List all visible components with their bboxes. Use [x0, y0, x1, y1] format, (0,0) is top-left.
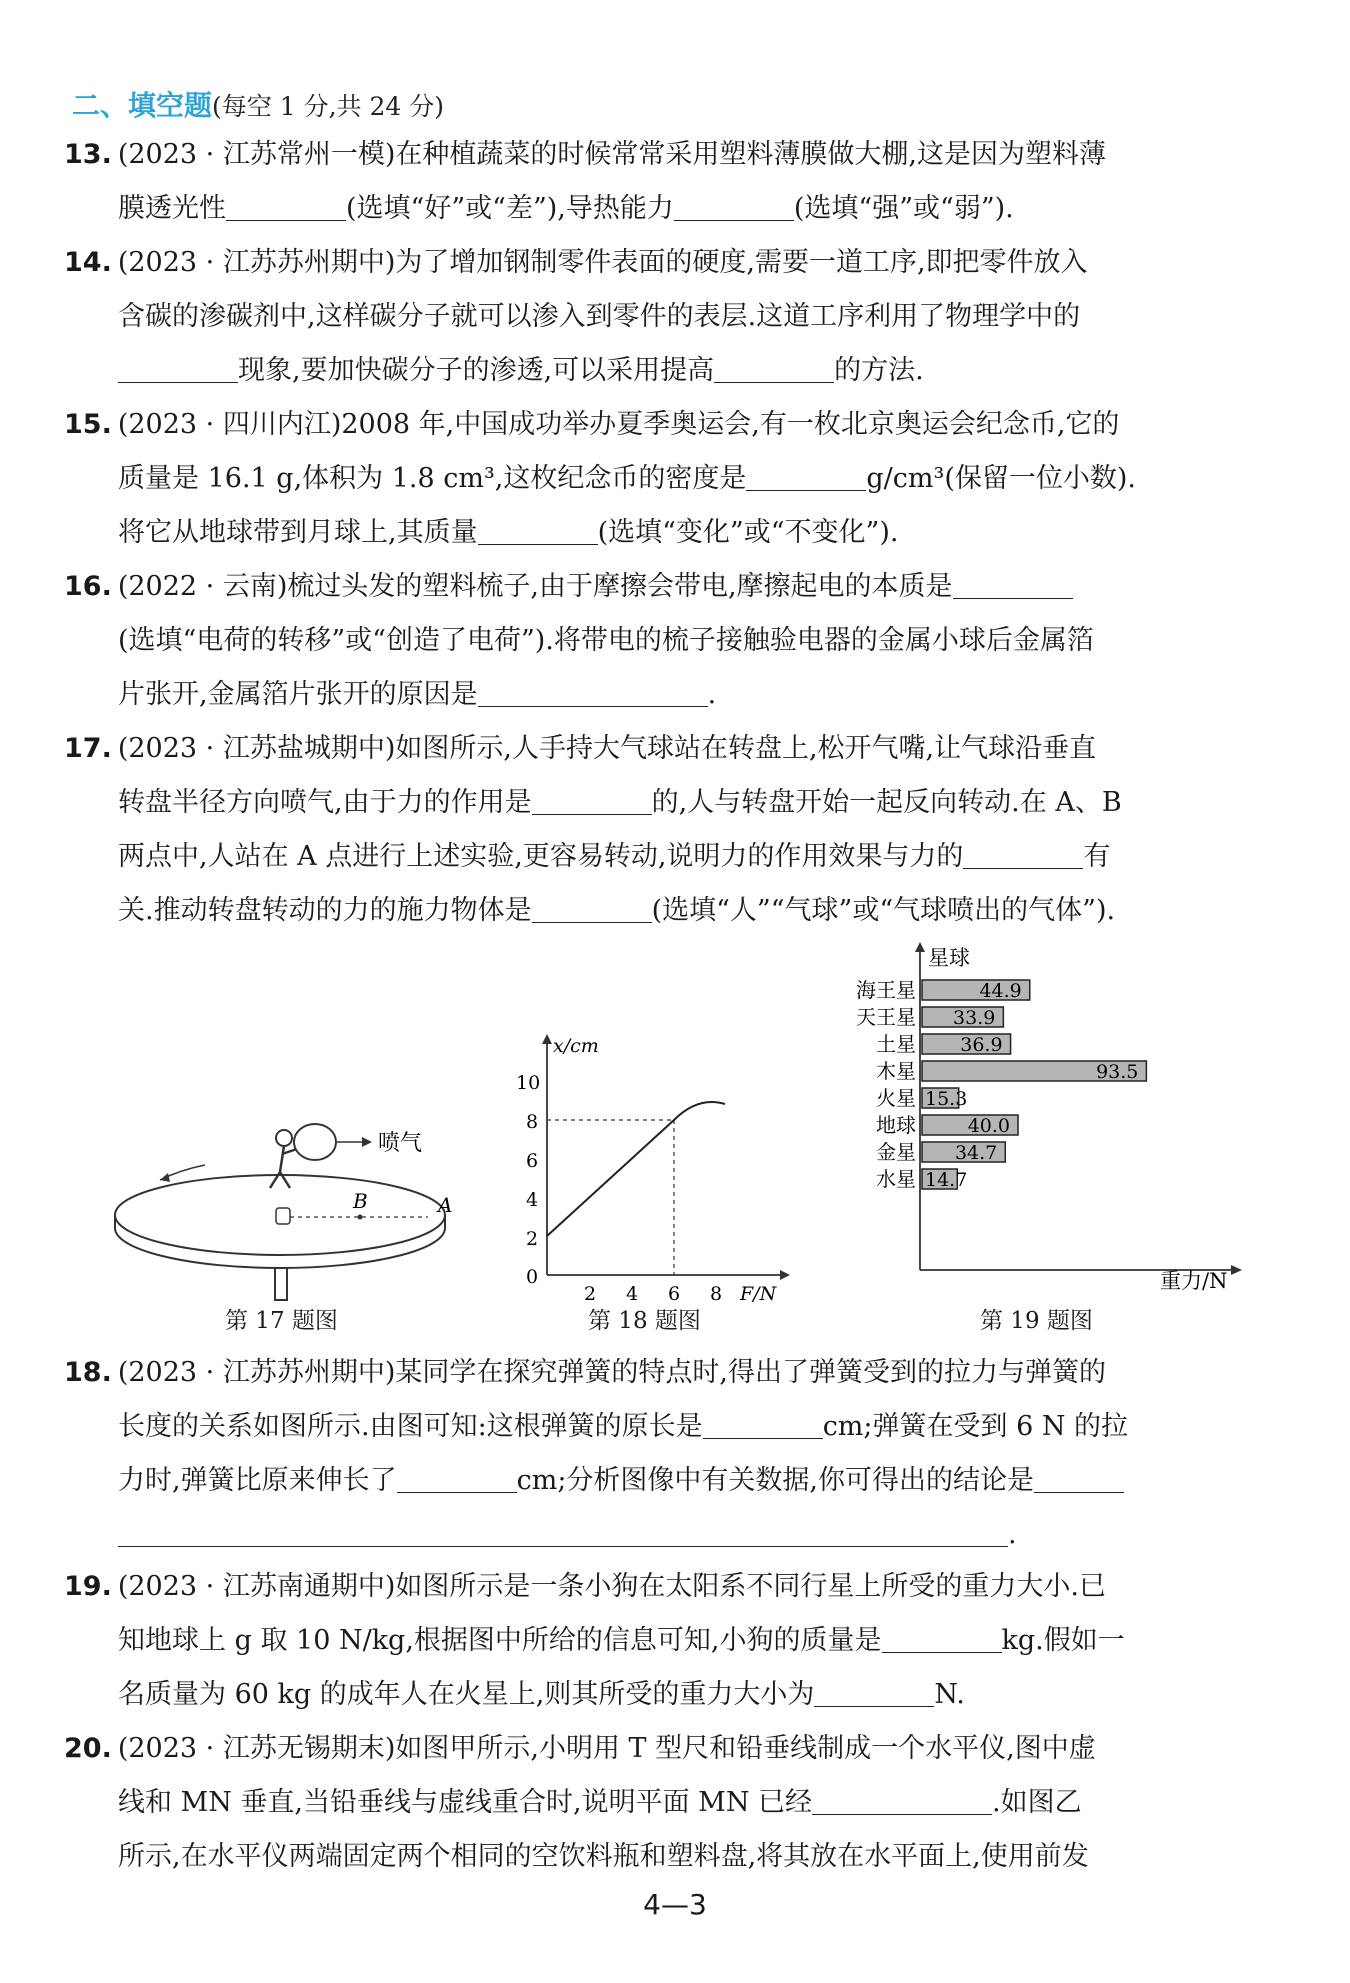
question-text: (选填“强”或“弱”). [793, 193, 1014, 224]
value-label: 44.9 [979, 980, 1022, 1002]
question-19 [64, 1560, 1294, 1722]
question-text: 线和 MN 垂直,当铅垂线与虚线重合时,说明平面 MN 已经 [118, 1787, 813, 1818]
question-number: 13. [64, 139, 112, 170]
question-text: (2023 · 江苏南通期中)如图所示是一条小狗在太阳系不同行星上所受的重力大小.已 [117, 1571, 1106, 1602]
question-text: (2023 · 江苏常州一模)在种植蔬菜的时候常常采用塑料薄膜做大棚,这是因为塑料薄 [117, 139, 1106, 170]
category-label: 火星 [876, 1086, 916, 1110]
question-text: .如图乙 [992, 1787, 1082, 1818]
question-14 [64, 236, 1294, 398]
category-label: 金星 [876, 1140, 916, 1164]
answer-blank[interactable] [532, 784, 652, 815]
question-text: (2023 · 江苏无锡期末)如图甲所示,小明用 T 型尺和铅垂线制成一个水平仪,图中虚 [117, 1733, 1096, 1764]
category-label: 木星 [876, 1059, 916, 1083]
page-number: 4—3 [643, 1888, 707, 1921]
answer-blank[interactable] [703, 1408, 823, 1439]
x-tick: 8 [710, 1283, 723, 1305]
person-body [270, 1146, 300, 1188]
answer-blank[interactable] [118, 1516, 1008, 1547]
question-text: 的方法. [834, 355, 924, 386]
value-label: 15.3 [925, 1088, 968, 1110]
y-tick: 6 [526, 1150, 539, 1172]
question-number: 15. [64, 409, 112, 440]
figure-19-caption: 第 19 题图 [980, 1308, 1093, 1334]
category-label: 海王星 [856, 978, 916, 1002]
y-tick: 2 [526, 1228, 539, 1250]
question-17 [64, 722, 1294, 938]
question-number: 20. [64, 1733, 112, 1764]
question-text: (2023 · 四川内江)2008 年,中国成功举办夏季奥运会,有一枚北京奥运会纪念币,它的 [117, 409, 1120, 440]
figure-19-bar-chart [830, 940, 1250, 1300]
question-text: (选填“电荷的转移”或“创造了电荷”).将带电的梳子接触验电器的金属小球后金属箔 [118, 625, 1094, 656]
value-label: 34.7 [954, 1142, 998, 1164]
question-text: (选填“人”“气球”或“气球喷出的气体”). [651, 895, 1116, 926]
category-label: 水星 [876, 1167, 916, 1191]
answer-blank[interactable] [953, 568, 1073, 599]
question-text: . [1008, 1519, 1017, 1550]
figure-18-spring-graph [500, 1030, 800, 1310]
value-label: 36.9 [960, 1034, 1003, 1056]
value-label: 14.7 [925, 1169, 968, 1191]
spring-curve [547, 1102, 725, 1236]
x-axis-label: F/N [740, 1283, 777, 1305]
question-text: (2022 · 云南)梳过头发的塑料梳子,由于摩擦会带电,摩擦起电的本质是 [117, 571, 953, 602]
question-20 [64, 1722, 1294, 1884]
person-head [276, 1130, 292, 1146]
question-text: 转盘半径方向喷气,由于力的作用是 [118, 787, 532, 818]
question-number: 16. [64, 571, 112, 602]
value-label: 33.9 [953, 1007, 996, 1029]
answer-blank[interactable] [478, 514, 598, 545]
question-text: g/cm³(保留一位小数). [866, 463, 1136, 494]
question-text: 现象,要加快碳分子的渗透,可以采用提高 [238, 355, 715, 386]
y-tick: 8 [526, 1111, 539, 1133]
figure-18-caption: 第 18 题图 [588, 1308, 701, 1334]
answer-blank[interactable] [812, 1784, 992, 1815]
question-text: 片张开,金属箔片张开的原因是 [118, 679, 478, 710]
question-text: 力时,弹簧比原来伸长了 [118, 1465, 397, 1496]
answer-blank[interactable] [963, 838, 1083, 869]
question-text: 长度的关系如图所示.由图可知:这根弹簧的原长是 [118, 1411, 703, 1442]
answer-blank[interactable] [714, 352, 834, 383]
question-text: (2023 · 江苏苏州期中)为了增加钢制零件表面的硬度,需要一道工序,即把零件放入 [117, 247, 1088, 278]
x-tick: 6 [668, 1283, 681, 1305]
point-b [358, 1215, 363, 1220]
question-text: 关.推动转盘转动的力的施力物体是 [118, 895, 532, 926]
category-label: 土星 [876, 1032, 916, 1056]
category-label: 地球 [876, 1113, 916, 1137]
answer-blank[interactable] [814, 1676, 934, 1707]
section-note: (每空 1 分,共 24 分) [212, 92, 444, 121]
answer-blank[interactable] [532, 892, 652, 923]
question-text: (2023 · 江苏苏州期中)某同学在探究弹簧的特点时,得出了弹簧受到的拉力与弹簧的 [117, 1357, 1106, 1388]
y-axis-label: x/cm [553, 1035, 599, 1057]
section-heading [72, 84, 444, 124]
question-text: N. [934, 1679, 965, 1710]
question-text: 所示,在水平仪两端固定两个相同的空饮料瓶和塑料盘,将其放在水平面上,使用前发 [118, 1841, 1089, 1872]
answer-blank[interactable] [746, 460, 866, 491]
center-pin [276, 1208, 290, 1224]
x-axis-label: 重力/N [1160, 1269, 1228, 1293]
question-13 [64, 128, 1294, 236]
x-tick: 2 [584, 1283, 597, 1305]
y-tick: 4 [526, 1189, 539, 1211]
question-number: 19. [64, 1571, 112, 1602]
answer-blank[interactable] [397, 1462, 517, 1493]
question-text: 质量是 16.1 g,体积为 1.8 cm³,这枚纪念币的密度是 [118, 463, 747, 494]
section-title: 二、填空题 [72, 89, 213, 122]
question-15 [64, 398, 1294, 560]
question-text: (选填“变化”或“不变化”). [597, 517, 899, 548]
figure-17-caption: 第 17 题图 [225, 1308, 338, 1334]
question-text: (2023 · 江苏盐城期中)如图所示,人手持大气球站在转盘上,松开气嘴,让气球沿垂直 [117, 733, 1097, 764]
answer-blank[interactable] [478, 676, 708, 707]
question-text: 将它从地球带到月球上,其质量 [118, 517, 478, 548]
figure-17-turntable [110, 1110, 480, 1310]
value-label: 40.0 [967, 1115, 1010, 1137]
y-tick: 10 [516, 1072, 541, 1094]
question-number: 17. [64, 733, 112, 764]
answer-blank[interactable] [226, 190, 346, 221]
question-text: 有 [1083, 841, 1111, 872]
question-16 [64, 560, 1294, 722]
question-text: . [707, 679, 717, 710]
question-number: 14. [64, 247, 112, 278]
x-tick: 4 [626, 1283, 639, 1305]
balloon [294, 1124, 336, 1160]
question-text: 知地球上 g 取 10 N/kg,根据图中所给的信息可知,小狗的质量是 [118, 1625, 882, 1656]
question-text: kg.假如一 [1001, 1625, 1125, 1656]
question-text: 膜透光性 [118, 193, 226, 224]
y-tick: 0 [526, 1266, 539, 1288]
question-text: 名质量为 60 kg 的成年人在火星上,则其所受的重力大小为 [118, 1679, 815, 1710]
question-number: 18. [64, 1357, 112, 1388]
question-text: 的,人与转盘开始一起反向转动.在 A、B [651, 787, 1122, 818]
question-text: 含碳的渗碳剂中,这样碳分子就可以渗入到零件的表层.这道工序利用了物理学中的 [118, 301, 1081, 332]
label-b: B [353, 1189, 368, 1213]
question-text: cm;弹簧在受到 6 N 的拉 [822, 1411, 1129, 1442]
answer-blank[interactable] [674, 190, 794, 221]
question-text: cm;分析图像中有关数据,你可得出的结论是 [516, 1465, 1034, 1496]
category-label: 天王星 [856, 1005, 916, 1029]
jet-label: 喷气 [378, 1131, 423, 1156]
question-text: 两点中,人站在 A 点进行上述实验,更容易转动,说明力的作用效果与力的 [118, 841, 964, 872]
y-axis-label: 星球 [928, 946, 970, 970]
label-a: A [438, 1193, 453, 1217]
answer-blank[interactable] [882, 1622, 1002, 1653]
question-text: (选填“好”或“差”),导热能力 [346, 193, 674, 224]
answer-blank[interactable] [118, 352, 238, 383]
question-18 [64, 1346, 1294, 1562]
value-label: 93.5 [1096, 1061, 1139, 1083]
turntable-axle [275, 1268, 287, 1300]
answer-blank[interactable] [1034, 1462, 1124, 1493]
